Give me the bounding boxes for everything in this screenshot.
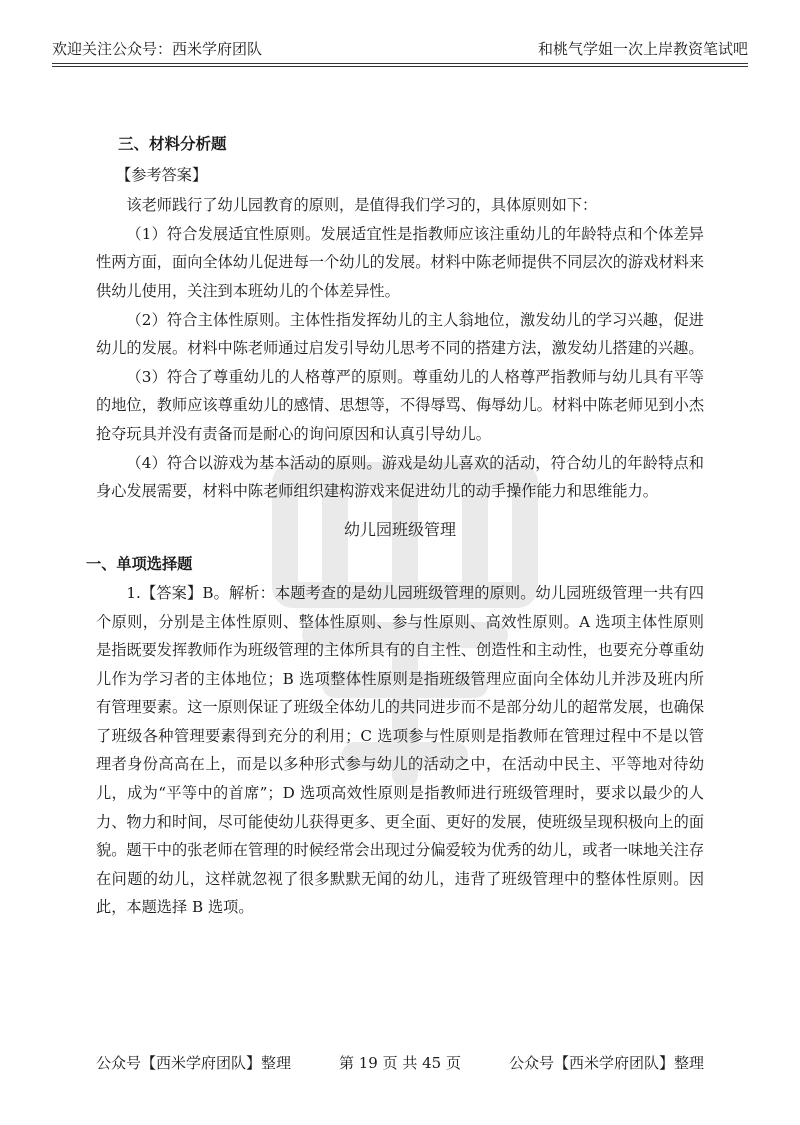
reference-answer-tag: 【参考答案】 [116, 165, 208, 184]
footer-right-text: 公众号【西米学府团队】整理 [508, 1054, 704, 1072]
footer-left-text: 公众号【西米学府团队】整理 [96, 1054, 292, 1072]
section-title-single-choice: 一、单项选择题 [86, 555, 193, 574]
answer-point-4: （4）符合以游戏为基本活动的原则。游戏是幼儿喜欢的活动，符合幼儿的年龄特点和身心发展需要，材料中陈老师组织建构游戏来促进幼儿的动手操作能力和思维能力。 [96, 453, 704, 501]
page-footer [96, 1052, 704, 1073]
section-title-material-analysis: 三、材料分析题 [118, 134, 227, 153]
answer-point-1: （1）符合发展适宜性原则。发展适宜性是指教师应该注重幼儿的年龄特点和个体差异性两方面，面向全体幼儿促进每一个幼儿的发展。材料中陈老师提供不同层次的游戏材料来供幼儿使用，关注到本班幼儿的个体差异性。 [96, 224, 704, 300]
answer-intro: 该老师践行了幼儿园教育的原则，是值得我们学习的，具体原则如下： [126, 196, 598, 215]
document-body [86, 130, 704, 922]
header-right-text: 和桃气学姐一次上岸教资笔试吧 [537, 40, 748, 58]
header-left-text: 欢迎关注公众号：西米学府团队 [52, 40, 263, 58]
header-divider [52, 66, 748, 67]
question-1-answer: 1.【答案】B。解析：本题考查的是幼儿园班级管理的原则。幼儿园班级管理一共有四个原则，分别是主体性原则、整体性原则、参与性原则、高效性原则。A 选项主体性原则是指既要发挥教师作为班级管理的主体所具有的自主性、创造性和主动性，也要充分尊重幼儿作为学习者的主体地位；B 选项整体性原则是指班级管理应面向全体幼儿并涉及班内所有管理要素。这一原则保证了班级全体幼儿的共同进步而不是部分幼儿的超常发展，也确保了班级各种管理要素得到充分的利用；C 选项参与性原则是指教师在管理过程中不是以管理者身份高高在上，而是以多种形式参与幼儿的活动之中，在活动中民主、平等地对待幼儿，成为“平等中的首席”；D 选项高效性原则是指教师进行班级管理时，要求以最少的人力、物力和时间，尽可能使幼儿获得更多、更全面、更好的发展，使班级呈现积极向上的面貌。题干中的张老师在管理的时候经常会出现过分偏爱较为优秀的幼儿，或者一味地关注存在问题的幼儿，这样就忽视了很多默默无闻的幼儿，违背了班级管理中的整体性原则。因此，本题选择 B 选项。 [96, 583, 704, 917]
chapter-title: 幼儿园班级管理 [343, 519, 456, 539]
page-number: 第 19 页 共 45 页 [338, 1054, 461, 1072]
page-header [52, 38, 748, 64]
answer-point-3: （3）符合了尊重幼儿的人格尊严的原则。尊重幼儿的人格尊严指教师与幼儿具有平等的地位，教师应该尊重幼儿的感情、思想等，不得辱骂、侮辱幼儿。材料中陈老师见到小杰抢夺玩具并没有责备而是耐心的询问原因和认真引导幼儿。 [96, 367, 704, 443]
answer-point-2: （2）符合主体性原则。主体性指发挥幼儿的主人翁地位，激发幼儿的学习兴趣，促进幼儿的发展。材料中陈老师通过启发引导幼儿思考不同的搭建方法，激发幼儿搭建的兴趣。 [96, 310, 704, 358]
